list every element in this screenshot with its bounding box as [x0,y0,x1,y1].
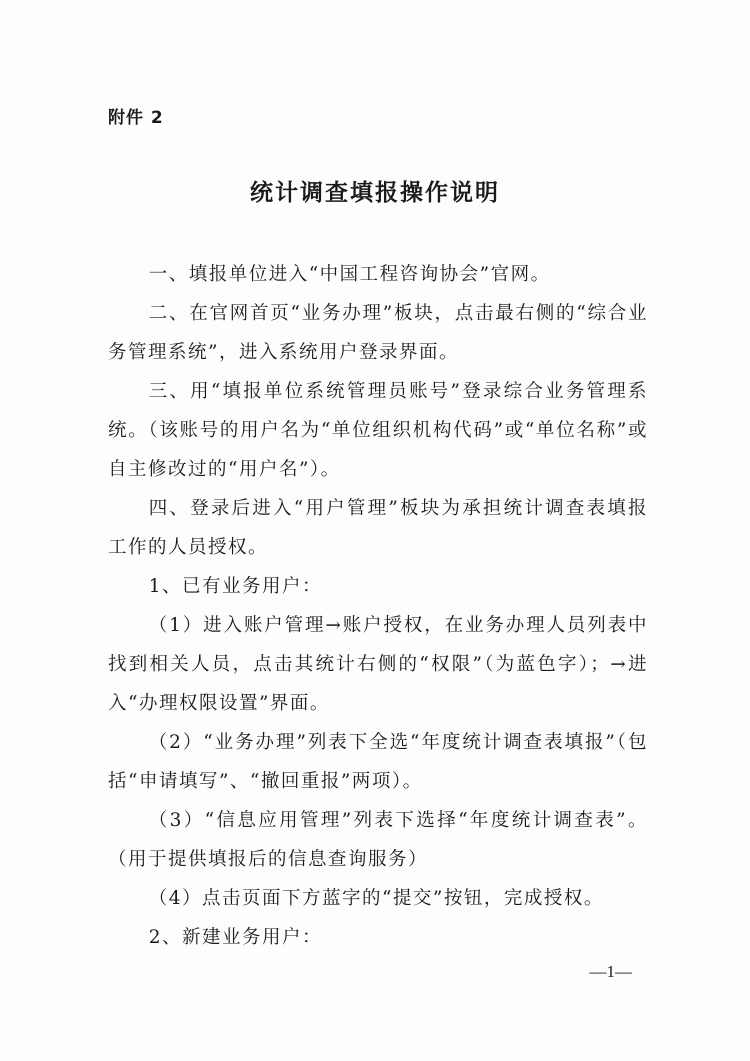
paragraph-substep-2: （2）“业务办理”列表下全选“年度统计调查表填报”（包括“申请填写”、“撤回重报”两项）。 [108,732,648,792]
page-number: —1— [589,962,632,981]
paragraph-step-2: 二、在官网首页“业务办理”板块，点击最右侧的“综合业务管理系统”，进入系统用户登录界面。 [108,303,648,363]
paragraph-step-3: 三、用“填报单位系统管理员账号”登录综合业务管理系统。（该账号的用户名为“单位组织机构代码”或“单位名称”或自主修改过的“用户名”）。 [108,381,648,480]
paragraph-substep-3: （3）“信息应用管理”列表下选择“年度统计调查表”。（用于提供填报后的信息查询服务） [108,810,648,870]
paragraph-step-4: 四、登录后进入“用户管理”板块为承担统计调查表填报工作的人员授权。 [108,498,648,558]
paragraph-substep-1: （1）进入账户管理→账户授权，在业务办理人员列表中找到相关人员，点击其统计右侧的“权限”（为蓝色字）；→进入“办理权限设置”界面。 [108,615,648,714]
document-title: 统计调查填报操作说明 [250,180,500,206]
attachment-label: 附件 2 [108,108,164,128]
document-body [108,255,648,957]
paragraph-substep-4: （4）点击页面下方蓝字的“提交”按钮，完成授权。 [148,888,604,909]
paragraph-existing-users: 1、已有业务用户： [148,576,322,597]
paragraph-step-1: 一、填报单位进入“中国工程咨询协会”官网。 [148,264,551,285]
paragraph-new-users: 2、新建业务用户： [148,927,322,948]
